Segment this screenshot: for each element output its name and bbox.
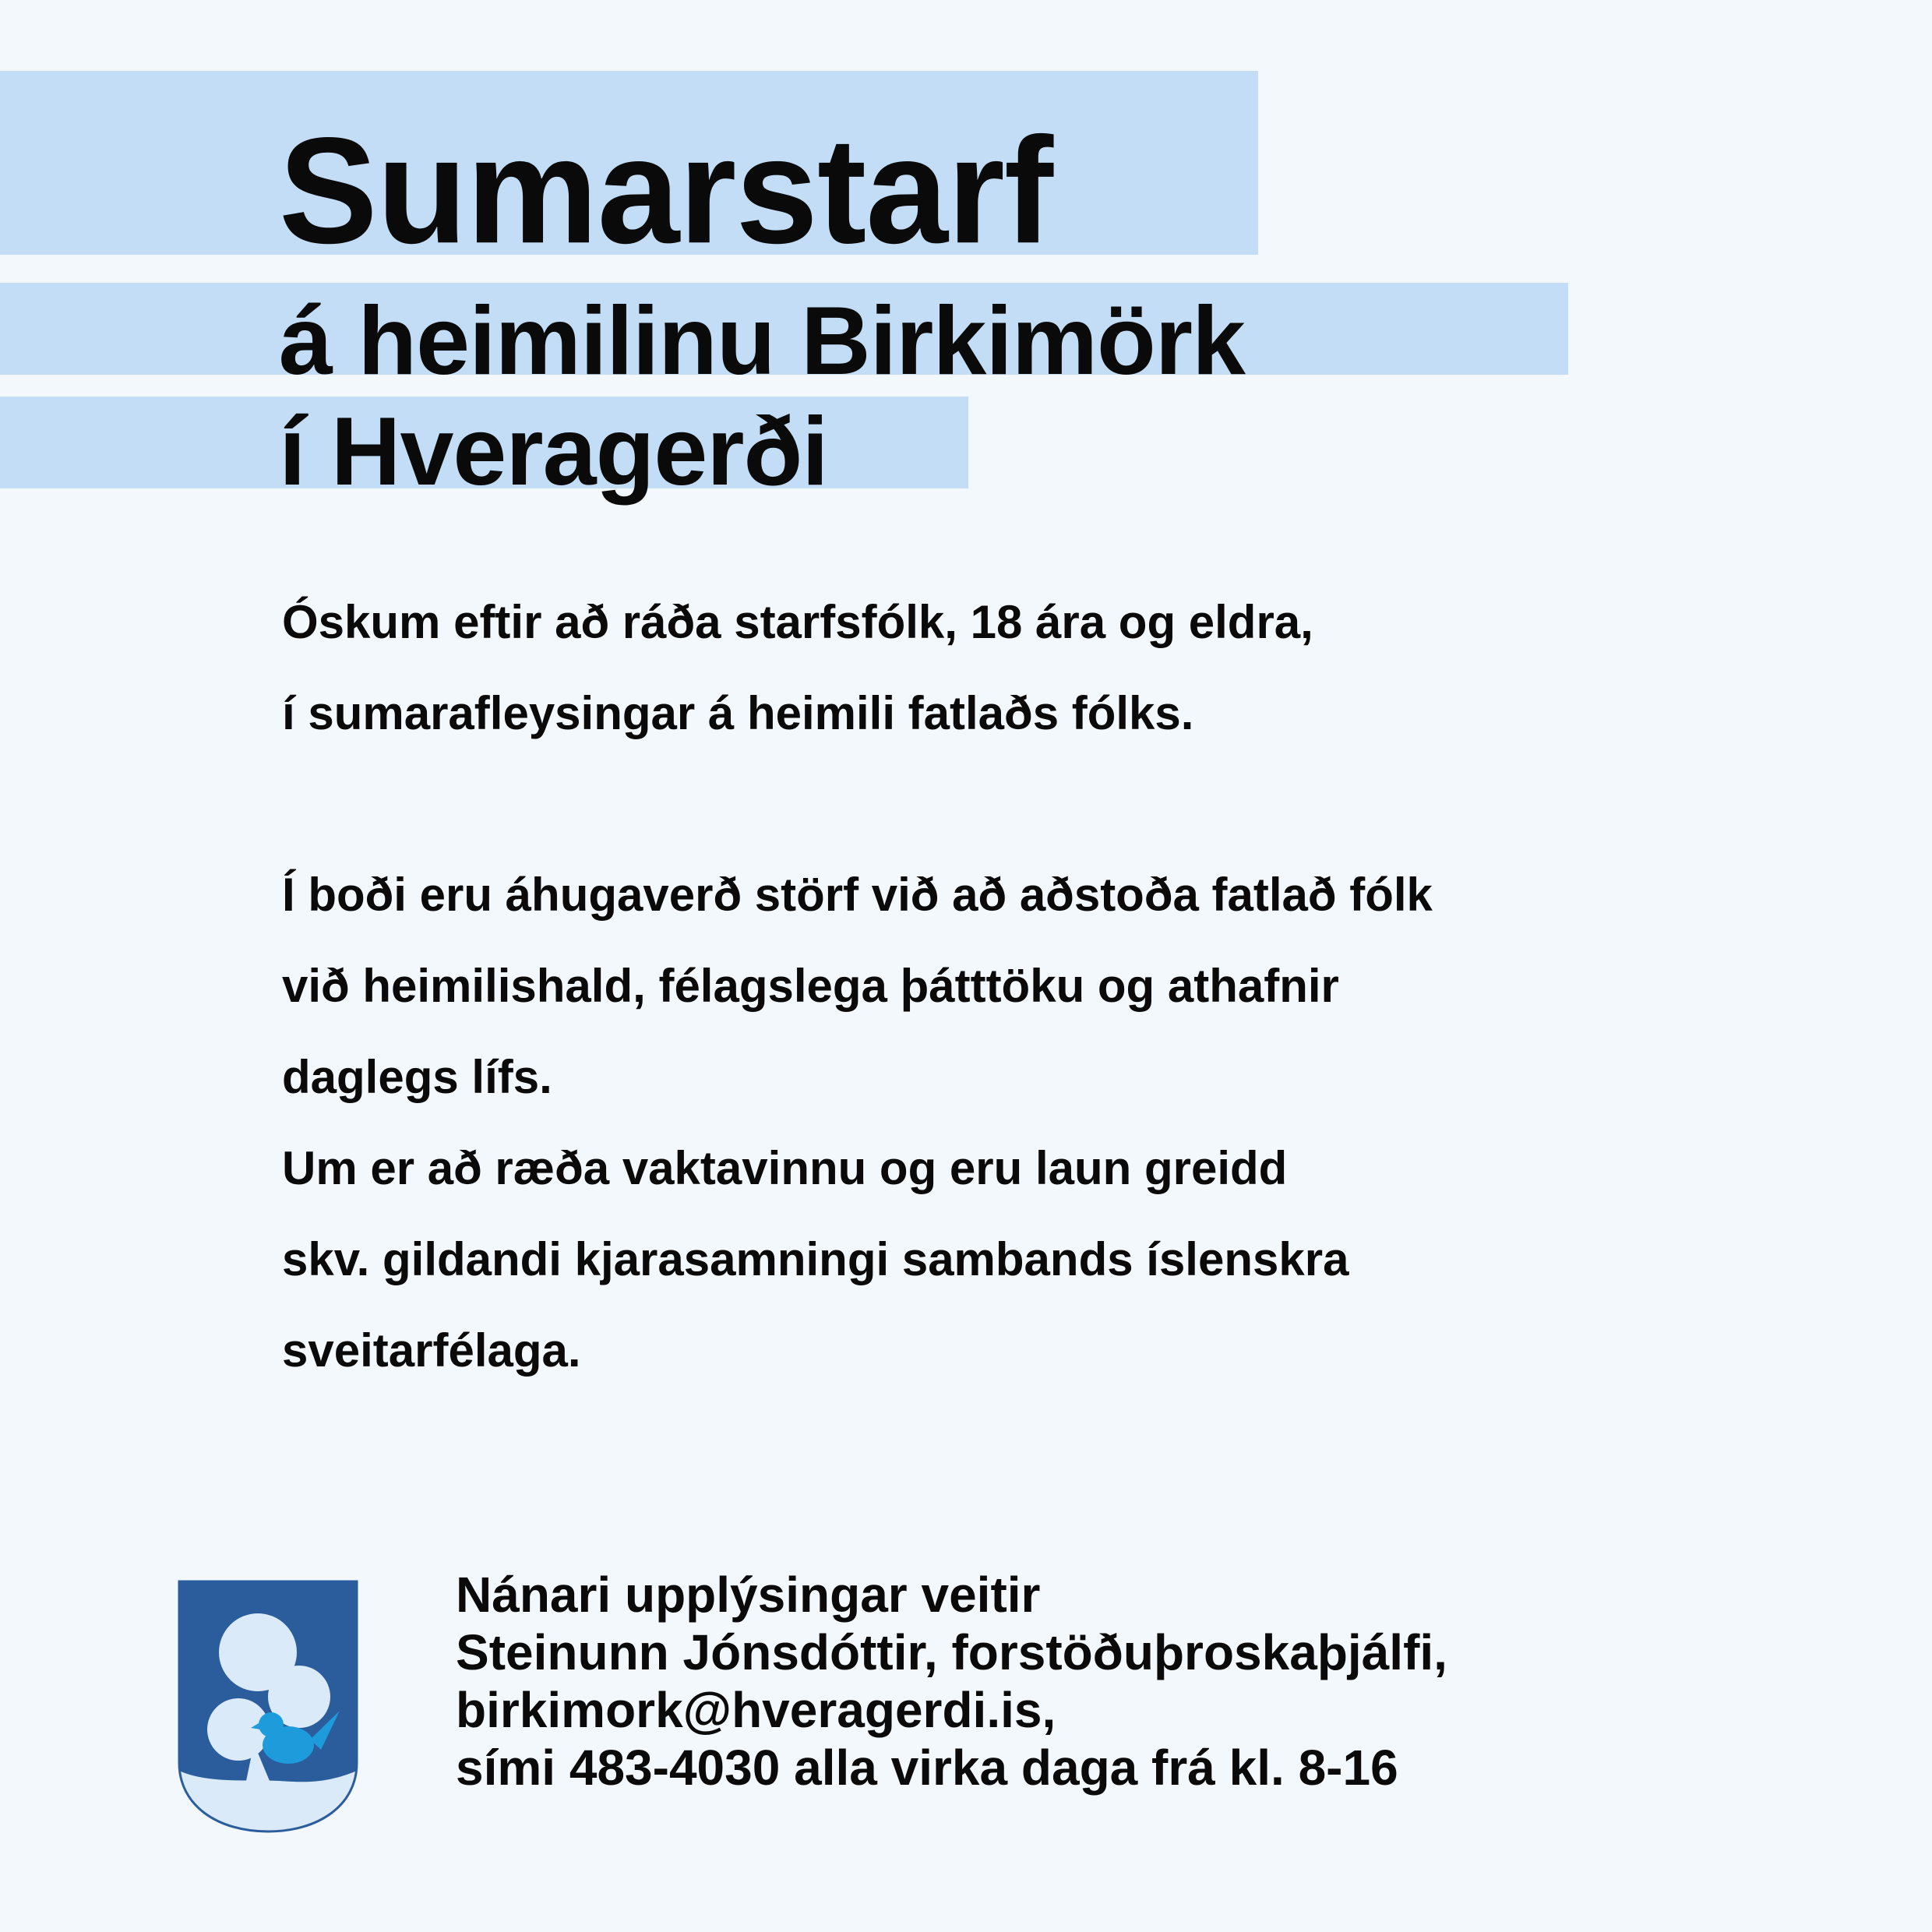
subtitle-location: í Hveragerði bbox=[279, 398, 828, 506]
intro-paragraph bbox=[282, 576, 1801, 759]
details-line: daglegs lífs. bbox=[282, 1051, 552, 1103]
details-line: sveitarfélaga. bbox=[282, 1324, 581, 1377]
contact-heading: Nánari upplýsingar veitir bbox=[456, 1567, 1041, 1623]
contact-email: birkimork@hveragerdi.is, bbox=[456, 1682, 1056, 1738]
contact-person: Steinunn Jónsdóttir, forstöðuþroskaþjálfi, bbox=[456, 1624, 1447, 1680]
page-title: Sumarstarf bbox=[279, 106, 1053, 276]
details-line: skv. gildandi kjarasamningi sambands íslenskra bbox=[282, 1233, 1349, 1285]
details-paragraph bbox=[282, 849, 1801, 1396]
details-line: Um er að ræða vaktavinnu og eru laun greidd bbox=[282, 1142, 1288, 1194]
contact-phone: sími 483-4030 alla virka daga frá kl. 8-16 bbox=[456, 1740, 1398, 1796]
details-line: við heimilishald, félagslega þátttöku og athafnir bbox=[282, 960, 1339, 1012]
contact-info bbox=[456, 1566, 1447, 1796]
hveragerdi-coat-of-arms-icon bbox=[178, 1580, 358, 1833]
details-line: Í boði eru áhugaverð störf við að aðstoða fatlað fólk bbox=[282, 869, 1433, 921]
intro-line: Óskum eftir að ráða starfsfólk, 18 ára og eldra, bbox=[282, 596, 1313, 648]
subtitle-home: á heimilinu Birkimörk bbox=[279, 287, 1246, 395]
intro-line: í sumarafleysingar á heimili fatlaðs fólks. bbox=[282, 687, 1194, 739]
